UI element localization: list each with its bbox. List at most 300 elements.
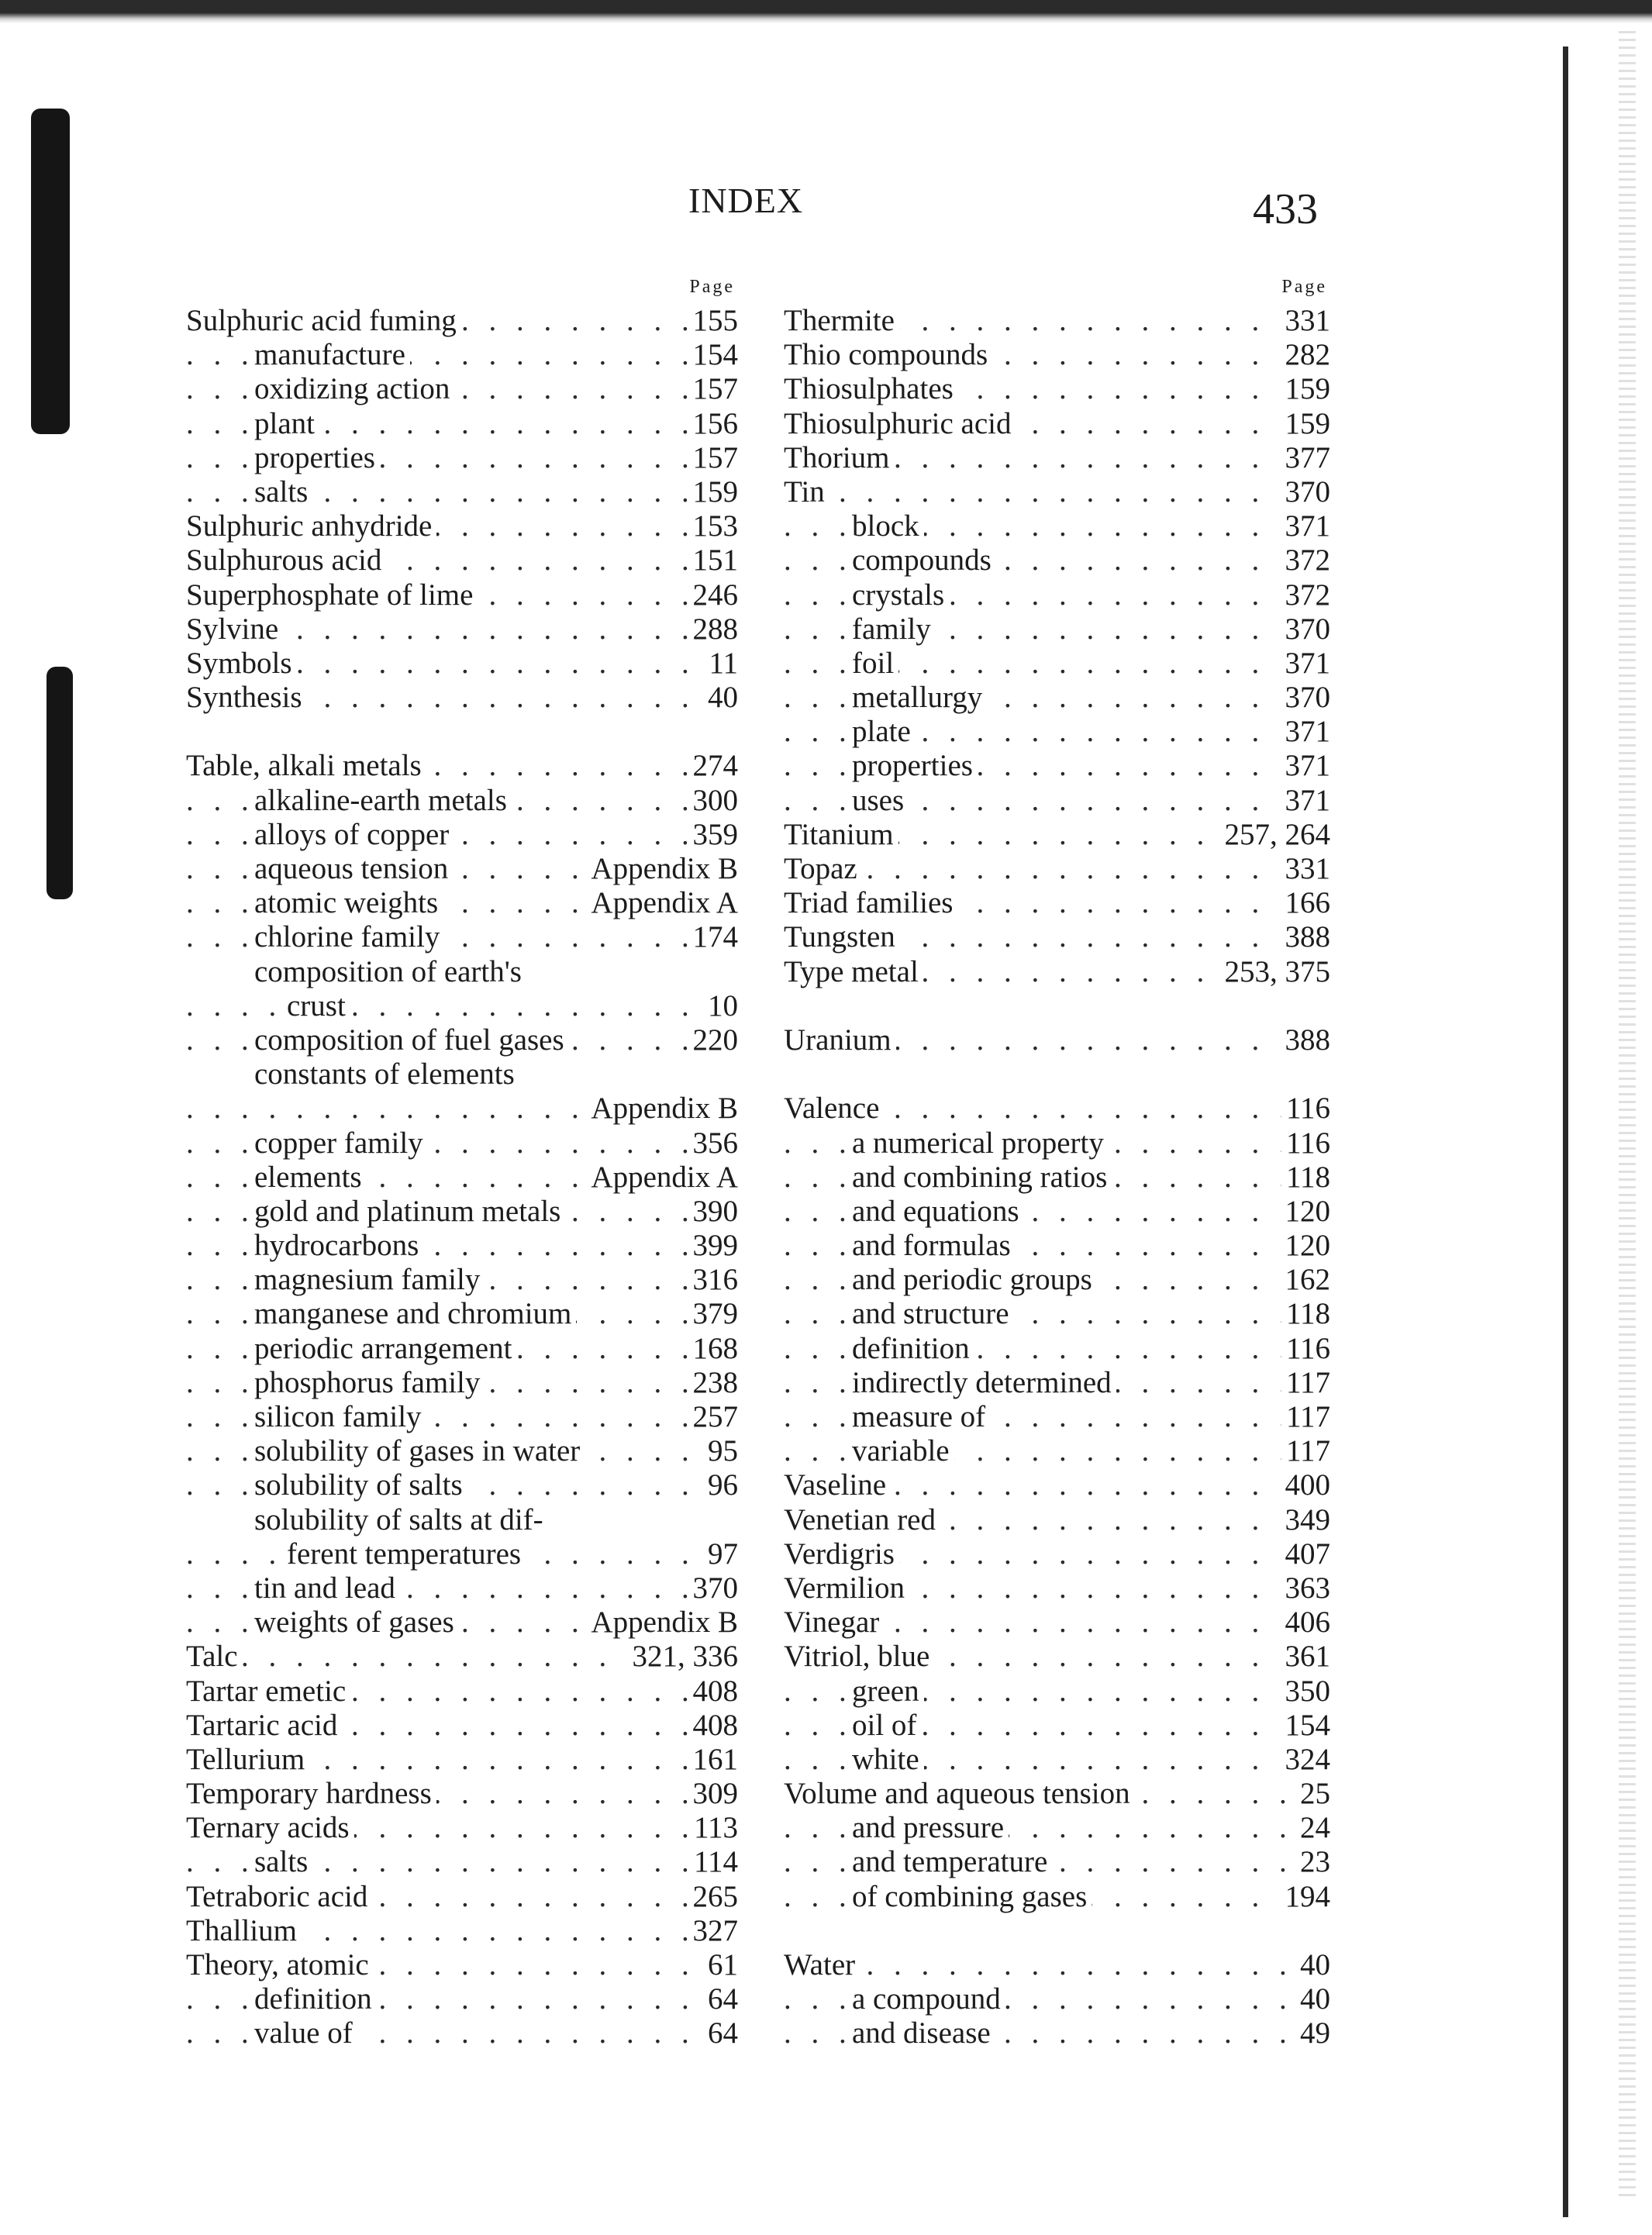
index-term: block (852, 509, 924, 543)
index-column-right (784, 270, 1330, 2051)
index-page-ref: 95 (703, 1434, 738, 1468)
index-page-ref: 159 (688, 475, 739, 509)
index-entry (186, 1948, 738, 1982)
index-entry (186, 784, 738, 818)
index-page-ref: 118 (1281, 1161, 1330, 1195)
index-page-ref: 154 (688, 338, 739, 372)
index-entry (784, 1263, 1330, 1297)
index-page-ref: 166 (1281, 886, 1331, 920)
index-entry (784, 1468, 1330, 1502)
dot-leader (784, 1948, 1330, 1982)
index-term: phosphorus family (254, 1366, 485, 1400)
index-term: Vinegar (784, 1606, 884, 1640)
index-term: Symbols (186, 647, 297, 681)
index-term: Thermite (784, 304, 899, 338)
index-term: of combining gases (852, 1880, 1092, 1914)
index-entry (784, 304, 1330, 338)
index-page-ref: 40 (703, 681, 738, 715)
page-column-label: Page (689, 277, 735, 297)
index-term: Thallium (186, 1914, 302, 1948)
index-entry (186, 1880, 738, 1914)
index-term: Titanium (784, 818, 898, 852)
index-spacer (784, 1057, 1330, 1092)
index-term: plate (852, 715, 916, 749)
index-entry (784, 1023, 1330, 1057)
index-page-ref: 40 (1295, 1982, 1330, 2016)
index-entry (784, 1675, 1330, 1709)
index-page-ref: Appendix B (586, 1606, 738, 1640)
index-page-ref: 246 (688, 578, 739, 612)
index-entry (784, 1743, 1330, 1777)
index-spacer (784, 1914, 1330, 1948)
index-entry (186, 2016, 738, 2050)
index-term: aqueous tension (254, 852, 453, 886)
index-entry (186, 1366, 738, 1400)
index-entry (784, 681, 1330, 715)
index-term: salts (254, 475, 312, 509)
page-edge-texture (1619, 31, 1636, 2202)
index-term: atomic weights (254, 886, 443, 920)
index-page-ref: 288 (688, 612, 739, 647)
index-page-ref: 25 (1295, 1777, 1330, 1811)
index-entry (186, 989, 738, 1023)
index-entry (784, 1537, 1330, 1571)
index-term: Tellurium (186, 1743, 309, 1777)
index-entry (186, 1845, 738, 1879)
index-page-ref: 10 (703, 989, 738, 1023)
index-entry (186, 1023, 738, 1057)
index-page-ref: 64 (703, 1982, 738, 2016)
index-term: Topaz (784, 852, 862, 886)
index-term: uses (852, 784, 909, 818)
index-term: and structure (852, 1297, 1014, 1331)
index-entry (186, 1709, 738, 1743)
index-term: crystals (852, 578, 949, 612)
index-entry (784, 338, 1330, 372)
index-term: composition of earth's (254, 955, 526, 989)
index-entry (784, 1092, 1330, 1126)
scan-top-edge (0, 0, 1652, 23)
index-page-ref: 331 (1281, 852, 1331, 886)
index-term: copper family (254, 1126, 428, 1161)
index-term: and pressure (852, 1811, 1009, 1845)
index-term: gold and platinum metals (254, 1195, 565, 1229)
index-page-ref: 116 (1281, 1332, 1330, 1366)
index-page-ref: 120 (1281, 1195, 1331, 1229)
index-entry (784, 1709, 1330, 1743)
index-page-ref: 96 (703, 1468, 738, 1502)
index-page-ref: 370 (1281, 612, 1331, 647)
index-entry (784, 1811, 1330, 1845)
index-page-ref: 388 (1281, 920, 1331, 954)
index-page-ref: 321, 336 (628, 1640, 739, 1674)
index-term: a numerical property (852, 1126, 1109, 1161)
index-entry (186, 612, 738, 647)
index-term: foil (852, 647, 898, 681)
index-term: weights of gases (254, 1606, 459, 1640)
index-entry (186, 1161, 738, 1195)
index-page-ref: 153 (688, 509, 739, 543)
index-page-ref: 120 (1281, 1229, 1331, 1263)
index-page-ref: 40 (1295, 1948, 1330, 1982)
index-page-ref: 407 (1281, 1537, 1331, 1571)
index-page-ref: Appendix B (586, 1092, 738, 1126)
index-term: Tetraboric acid (186, 1880, 372, 1914)
dot-leader (186, 989, 738, 1023)
index-page-ref: 388 (1281, 1023, 1331, 1057)
index-page-ref: 331 (1281, 304, 1331, 338)
index-entry (784, 920, 1330, 954)
index-term: Tartaric acid (186, 1709, 342, 1743)
index-page-ref: 238 (688, 1366, 739, 1400)
index-entry (186, 1332, 738, 1366)
index-page-ref: 257 (688, 1400, 739, 1434)
index-term: Uranium (784, 1023, 896, 1057)
index-entry (186, 509, 738, 543)
index-term: Thorium (784, 441, 894, 475)
index-entry (186, 1434, 738, 1468)
index-entry (784, 2016, 1330, 2050)
index-page-ref: 118 (1281, 1297, 1330, 1331)
index-page-ref: 399 (688, 1229, 739, 1263)
index-term: Tungsten (784, 920, 900, 954)
index-page-ref: 155 (688, 304, 739, 338)
index-page-ref: 309 (688, 1777, 739, 1811)
index-term: properties (852, 749, 978, 783)
index-term: oxidizing action (254, 372, 454, 406)
index-entry (784, 1845, 1330, 1879)
index-page-ref: 154 (1281, 1709, 1331, 1743)
index-page-ref: 400 (1281, 1468, 1331, 1502)
page-number: 433 (1253, 185, 1318, 233)
dot-leader (784, 475, 1330, 509)
index-entry (784, 1777, 1330, 1811)
index-entry (186, 749, 738, 783)
index-entry (784, 647, 1330, 681)
index-entry (186, 852, 738, 886)
index-page-ref: 24 (1295, 1811, 1330, 1845)
index-page-ref: 257, 264 (1220, 818, 1331, 852)
index-page-ref: 117 (1281, 1434, 1330, 1468)
index-page-ref: Appendix A (586, 1161, 738, 1195)
index-term: Type metal (784, 955, 923, 989)
index-entry (186, 1675, 738, 1709)
index-entry (186, 338, 738, 372)
index-page-ref: 350 (1281, 1675, 1331, 1709)
index-entry (784, 509, 1330, 543)
index-entry (784, 612, 1330, 647)
index-page-ref: 162 (1281, 1263, 1331, 1297)
index-page-ref: 316 (688, 1263, 739, 1297)
index-entry (186, 1982, 738, 2016)
index-page-ref: 408 (688, 1675, 739, 1709)
index-page-ref: 370 (1281, 681, 1331, 715)
index-page-ref: 157 (688, 372, 739, 406)
index-page-ref: 300 (688, 784, 739, 818)
index-term: and equations (852, 1195, 1024, 1229)
index-entry (186, 1263, 738, 1297)
index-page-ref: 370 (688, 1571, 739, 1606)
index-entry (784, 372, 1330, 406)
index-entry (784, 475, 1330, 509)
index-term: solubility of gases in water (254, 1434, 585, 1468)
index-entry (784, 784, 1330, 818)
index-entry (784, 441, 1330, 475)
index-spacer (186, 715, 738, 749)
index-entry (784, 1229, 1330, 1263)
index-entry (784, 886, 1330, 920)
index-page-ref: Appendix A (586, 886, 738, 920)
binding-shadow-lower (47, 667, 73, 899)
index-term: Thiosulphuric acid (784, 407, 1016, 441)
index-entry (186, 304, 738, 338)
index-term: Triad families (784, 886, 957, 920)
index-term: salts (254, 1845, 312, 1879)
index-page-ref: 377 (1281, 441, 1331, 475)
index-entry (186, 1126, 738, 1161)
index-entry (186, 1537, 738, 1571)
index-page-ref: 220 (688, 1023, 739, 1057)
index-term: manufacture (254, 338, 410, 372)
index-page-ref: Appendix B (586, 852, 738, 886)
index-term: Thio compounds (784, 338, 992, 372)
index-page-ref: 363 (1281, 1571, 1331, 1606)
index-term: Temporary hardness (186, 1777, 436, 1811)
index-page-ref: 327 (688, 1914, 739, 1948)
index-entry (186, 1640, 738, 1674)
index-entry (186, 1503, 738, 1537)
index-term: Sulphuric anhydride (186, 509, 436, 543)
index-entry (784, 1195, 1330, 1229)
index-page-ref: 371 (1281, 784, 1331, 818)
index-term: indirectly determined (852, 1366, 1116, 1400)
page-column-label: Page (1281, 277, 1327, 297)
index-term: Tartar emetic (186, 1675, 350, 1709)
index-entry (784, 749, 1330, 783)
index-term: Tin (784, 475, 829, 509)
index-term: Talc (186, 1640, 243, 1674)
index-entry (186, 1777, 738, 1811)
index-page-ref: 349 (1281, 1503, 1331, 1537)
index-entry (784, 818, 1330, 852)
index-entry (186, 818, 738, 852)
index-term: Sulphurous acid (186, 543, 386, 578)
index-page-ref: 116 (1281, 1126, 1330, 1161)
index-term: Superphosphate of lime (186, 578, 478, 612)
index-term: compounds (852, 543, 996, 578)
index-term: and periodic groups (852, 1263, 1097, 1297)
index-term: Synthesis (186, 681, 307, 715)
index-term: and formulas (852, 1229, 1016, 1263)
index-entry (186, 1468, 738, 1502)
index-page-ref: 361 (1281, 1640, 1331, 1674)
index-column-left (186, 270, 738, 2051)
index-entry (784, 1948, 1330, 1982)
index-term: Verdigris (784, 1537, 899, 1571)
index-term: crust (287, 989, 350, 1023)
index-entry (186, 407, 738, 441)
index-entry (784, 1434, 1330, 1468)
index-term: Sylvine (186, 612, 283, 647)
index-term: family (852, 612, 936, 647)
index-entry (186, 920, 738, 954)
index-term: oil of (852, 1709, 921, 1743)
index-page-ref: 117 (1281, 1366, 1330, 1400)
index-entry (784, 1366, 1330, 1400)
index-term: solubility of salts at dif- (254, 1503, 548, 1537)
index-entry (186, 1811, 738, 1845)
index-entry (784, 578, 1330, 612)
index-page-ref: 174 (688, 920, 739, 954)
index-term: manganese and chromium (254, 1297, 576, 1331)
index-page-ref: 194 (1281, 1880, 1331, 1914)
index-page-ref: 23 (1295, 1845, 1330, 1879)
index-term: elements (254, 1161, 367, 1195)
index-term: and combining ratios (852, 1161, 1112, 1195)
index-page-ref: 371 (1281, 509, 1331, 543)
index-entry (186, 1571, 738, 1606)
index-entry (186, 543, 738, 578)
index-entry (784, 543, 1330, 578)
index-page-ref: 97 (703, 1537, 738, 1571)
index-entry (186, 1400, 738, 1434)
index-entry (784, 1126, 1330, 1161)
index-term: value of (254, 2016, 357, 2050)
index-term: Ternary acids (186, 1811, 354, 1845)
index-entry (186, 441, 738, 475)
index-spacer (784, 989, 1330, 1023)
index-page-ref: 151 (688, 543, 739, 578)
index-page-ref: 371 (1281, 715, 1331, 749)
index-term: silicon family (254, 1400, 426, 1434)
index-entry (186, 1229, 738, 1263)
index-page-ref: 371 (1281, 749, 1331, 783)
index-entry (784, 407, 1330, 441)
index-page-ref: 324 (1281, 1743, 1331, 1777)
index-entry (186, 475, 738, 509)
index-page-ref: 64 (703, 2016, 738, 2050)
index-term: green (852, 1675, 924, 1709)
index-entry (186, 578, 738, 612)
index-term: composition of fuel gases (254, 1023, 569, 1057)
index-term: Venetian red (784, 1503, 940, 1537)
dot-leader (784, 852, 1330, 886)
index-term: plant (254, 407, 319, 441)
index-term: and disease (852, 2016, 995, 2050)
index-entry (784, 852, 1330, 886)
index-term: chlorine family (254, 920, 444, 954)
index-term: variable (852, 1434, 954, 1468)
index-page-ref: 114 (689, 1845, 738, 1879)
index-term: a compound (852, 1982, 1005, 2016)
index-page-ref: 274 (688, 749, 739, 783)
index-entry (186, 886, 738, 920)
index-term: definition (254, 1982, 377, 2016)
index-page-ref: 390 (688, 1195, 739, 1229)
index-page-ref: 372 (1281, 543, 1331, 578)
index-entry (784, 955, 1330, 989)
index-term: metallurgy (852, 681, 987, 715)
index-page-ref: 356 (688, 1126, 739, 1161)
index-entry (186, 1057, 738, 1092)
index-entry (186, 1606, 738, 1640)
binding-shadow-upper (31, 109, 70, 434)
index-page-ref: 371 (1281, 647, 1331, 681)
index-page-ref: 159 (1281, 407, 1331, 441)
index-page-ref: 359 (688, 818, 739, 852)
running-header-title: INDEX (688, 181, 804, 220)
index-term: ferent temperatures (287, 1537, 526, 1571)
index-page-ref: 265 (688, 1880, 739, 1914)
index-page-ref: 379 (688, 1297, 739, 1331)
index-entry (784, 1297, 1330, 1331)
index-term: constants of elements (254, 1057, 519, 1092)
index-entry (784, 1332, 1330, 1366)
index-entry (186, 1297, 738, 1331)
index-entry (784, 1880, 1330, 1914)
index-entry (186, 1092, 738, 1126)
index-entry (186, 1914, 738, 1948)
index-page-ref: 406 (1281, 1606, 1331, 1640)
index-entry (784, 1161, 1330, 1195)
index-term: alkaline-earth metals (254, 784, 512, 818)
page-edge-rule (1563, 47, 1568, 2217)
index-entry (186, 647, 738, 681)
index-entry (784, 1640, 1330, 1674)
index-entry (784, 1400, 1330, 1434)
index-term: Thiosulphates (784, 372, 958, 406)
index-term: measure of (852, 1400, 990, 1434)
index-page-ref: 161 (688, 1743, 739, 1777)
index-page-ref: 116 (1281, 1092, 1330, 1126)
index-term: hydrocarbons (254, 1229, 423, 1263)
index-entry (186, 1743, 738, 1777)
index-page-ref: 253, 375 (1220, 955, 1331, 989)
index-page-ref: 113 (689, 1811, 738, 1845)
index-entry (186, 955, 738, 989)
index-entry (186, 1195, 738, 1229)
index-entry (784, 1982, 1330, 2016)
index-page-ref: 49 (1295, 2016, 1330, 2050)
index-term: definition (852, 1332, 974, 1366)
index-term: periodic arrangement (254, 1332, 516, 1366)
index-term: Sulphuric acid fuming (186, 304, 461, 338)
index-entry (784, 715, 1330, 749)
index-page-ref: 168 (688, 1332, 739, 1366)
index-entry (186, 681, 738, 715)
index-page-ref: 408 (688, 1709, 739, 1743)
index-entry (784, 1606, 1330, 1640)
index-page-ref: 159 (1281, 372, 1331, 406)
index-term: Volume and aqueous tension (784, 1777, 1135, 1811)
index-page-ref: 370 (1281, 475, 1331, 509)
index-page-ref: 117 (1281, 1400, 1330, 1434)
index-entry (784, 1571, 1330, 1606)
index-term: white (852, 1743, 924, 1777)
index-term: magnesium family (254, 1263, 485, 1297)
index-term: alloys of copper (254, 818, 454, 852)
index-page-ref: 282 (1281, 338, 1331, 372)
index-term: Vitriol, blue (784, 1640, 934, 1674)
index-term: properties (254, 441, 380, 475)
index-entry (784, 1503, 1330, 1537)
index-term: Vaseline (784, 1468, 891, 1502)
index-page-ref: 11 (704, 647, 738, 681)
index-page-ref: 157 (688, 441, 739, 475)
index-page-ref: 372 (1281, 578, 1331, 612)
index-term: solubility of salts (254, 1468, 467, 1502)
index-term: Valence (784, 1092, 884, 1126)
